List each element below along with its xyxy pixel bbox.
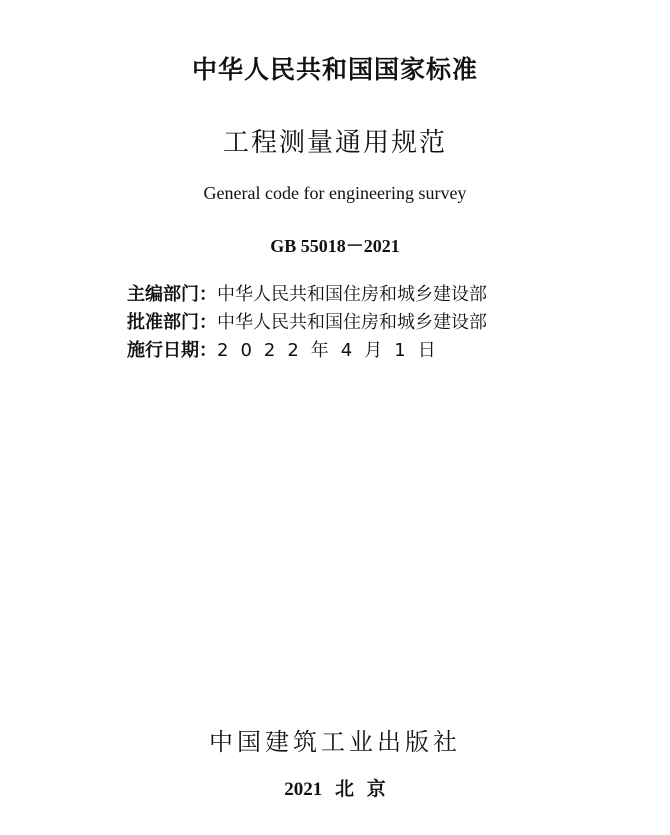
editor-department-value: 中华人民共和国住房和城乡建设部 <box>217 284 487 305</box>
approver-department-label: 批准部门： <box>127 312 217 333</box>
effective-date-label: 施行日期： <box>127 340 217 361</box>
effective-date-row <box>127 338 448 364</box>
approver-department-row <box>127 310 487 336</box>
document-title-chinese: 工程测量通用规范 <box>222 128 447 158</box>
editor-department-row <box>127 282 487 308</box>
approver-department-value: 中华人民共和国住房和城乡建设部 <box>217 312 487 333</box>
effective-date-value: 2022年4月1日 <box>217 340 448 361</box>
publication-year-place: 2021 北 京 <box>284 779 386 800</box>
standard-code: GB 55018－2021 <box>270 236 400 256</box>
standard-category-heading: 中华人民共和国国家标准 <box>191 55 478 84</box>
publisher-name: 中国建筑工业出版社 <box>209 728 461 756</box>
editor-department-label: 主编部门： <box>127 284 217 305</box>
document-title-english: General code for engineering survey <box>203 183 467 203</box>
